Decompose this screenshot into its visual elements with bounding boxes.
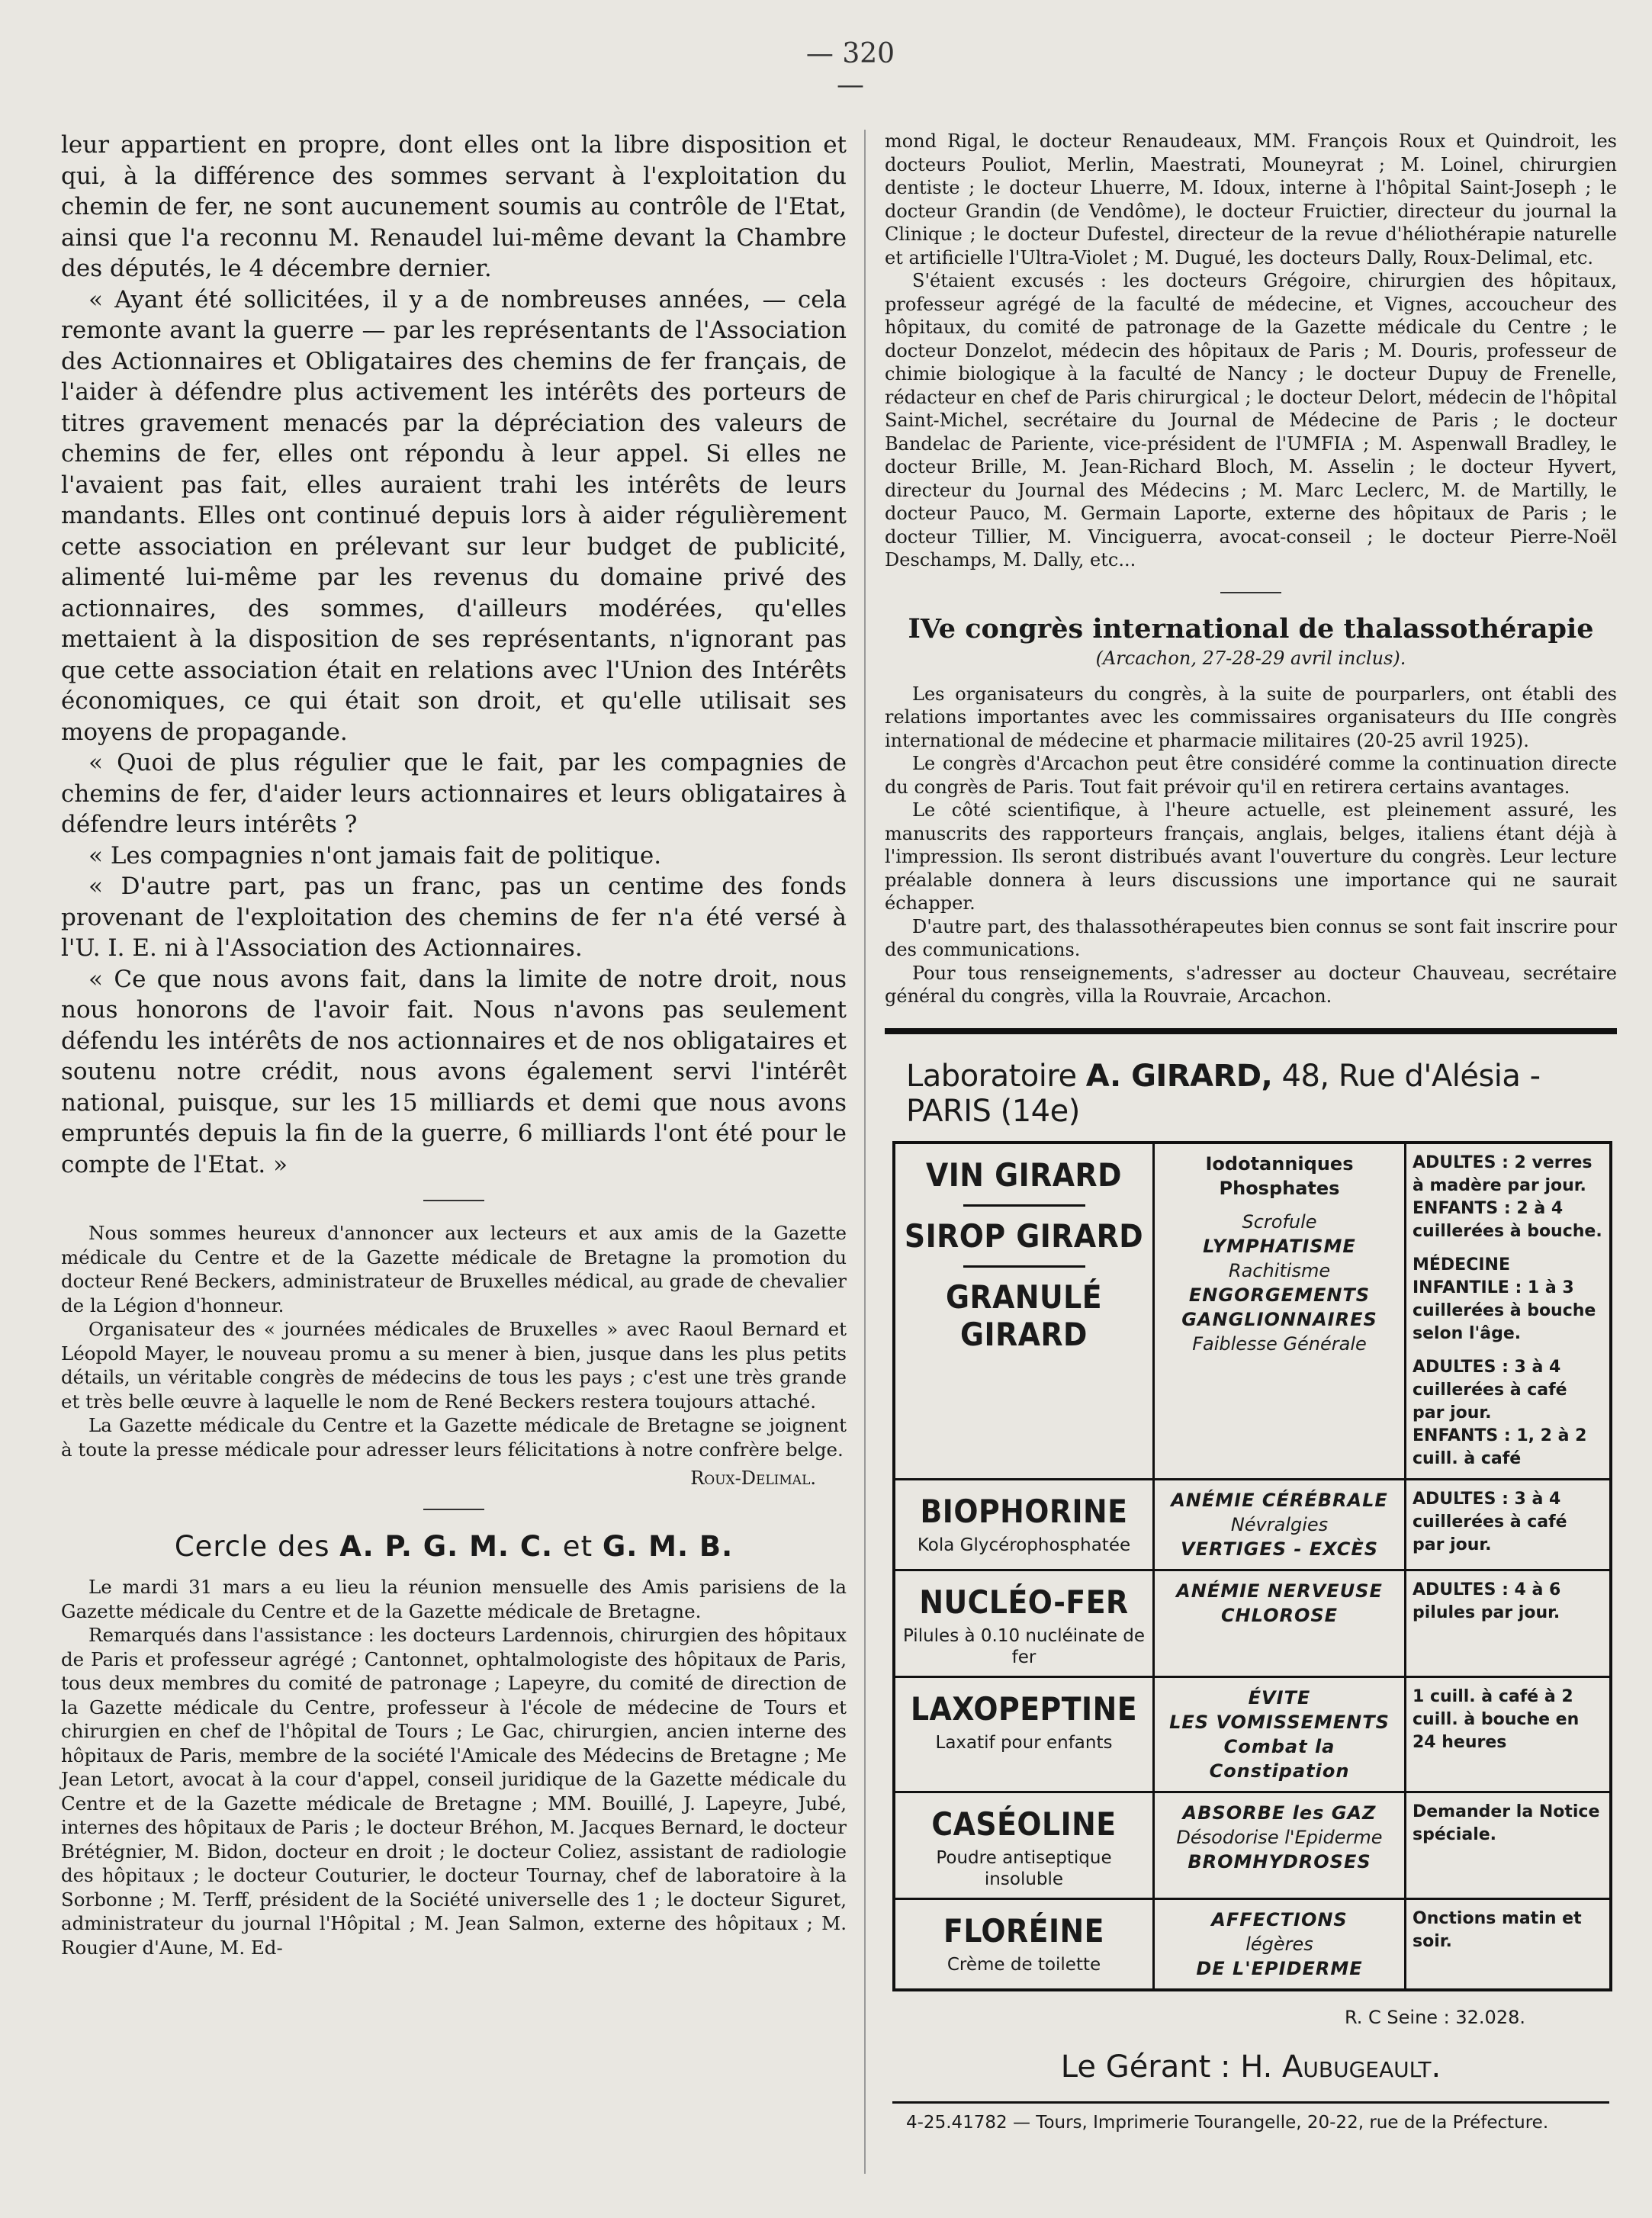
product-name: NUCLÉO-FER — [919, 1583, 1129, 1621]
dosage-line: ADULTES : 3 à 4 cuillerées à café par jour. — [1413, 1489, 1567, 1554]
gerant-line — [885, 2049, 1617, 2085]
indication-line: Faiblesse Générale — [1192, 1332, 1367, 1355]
article-paragraph: « D'autre part, pas un franc, pas un centime des fonds provenant de l'exploitation des chemins de fer n'a été versé à l'U. I. E. ni à l'Association des Actionnaires. — [61, 873, 847, 962]
dosage-cell — [1406, 1144, 1609, 1480]
cercle-heading-org1: A. P. G. M. C. — [339, 1530, 554, 1563]
cercle-continuation — [885, 130, 1617, 572]
product-name: BIOPHORINE — [920, 1492, 1128, 1530]
section-rule — [423, 1509, 484, 1510]
indication-line: légères — [1245, 1933, 1313, 1955]
indication-line: Scrofule — [1242, 1210, 1317, 1233]
article-paragraph: leur appartient en propre, dont elles ont la libre disposition et qui, à la différence des sommes servant à l'exploitation du chemin de fer, ne sont aucunement soumis au contrôle de l'Etat, ainsi que l'a reconnu M. Renaudel lui-même devant la Chambre des députés, le 4 décembre dernier. — [61, 131, 847, 282]
indication-line: Névralgies — [1230, 1513, 1329, 1535]
notice-paragraph: La Gazette médicale du Centre et la Gazette médicale de Bretagne se joignent à toute la presse médicale pour adresser leurs félicitations à notre confrère belge. — [61, 1414, 847, 1461]
dosage-line: Demander la Notice spéciale. — [1413, 1802, 1600, 1844]
indication-line: Phosphates — [1219, 1177, 1340, 1199]
indication-line: ANÉMIE NERVEUSE — [1176, 1580, 1383, 1602]
dosage-line: ENFANTS : 2 à 4 cuillerées à bouche. — [1413, 1198, 1602, 1241]
dosage-line: MÉDECINE INFANTILE : 1 à 3 cuillerées à bouche selon l'âge. — [1413, 1255, 1596, 1343]
thalasso-paragraph: D'autre part, des thalassothérapeutes bien connus se sont fait inscrire pour des communications. — [885, 915, 1617, 960]
article-paragraph: « Quoi de plus régulier que le fait, par les compagnies de chemins de fer, d'aider leurs actionnaires et leurs obligataires à défendre leurs intérêts ? — [61, 749, 847, 838]
product-description: Poudre antiseptique insoluble — [936, 1847, 1112, 1889]
indication-line: BROMHYDROSES — [1188, 1850, 1371, 1872]
column-divider — [864, 130, 866, 2174]
dosage-line: 1 cuill. à café à 2 cuill. à bouche en 24 heures — [1413, 1686, 1580, 1752]
ad-header — [885, 1034, 1617, 1141]
gerant-label: Le Gérant : H. — [1060, 2049, 1283, 2085]
cercle-paragraph: Remarqués dans l'assistance : les docteurs Lardennois, chirurgien des hôpitaux de Paris et professeur agrégé ; Cantonnet, ophtalmologiste des hôpitaux de Paris, tous deux membres du comité de patronage ; Lapeyre, du comité de direction de la Gazette médicale du Centre, professeur à l'école de médecine de Tours et chirurgien en chef de l'hôpital de Tours ; Le Gac, chirurgien, ancien interne des hôpitaux de Paris, membre de la société l'Amicale des Médecins de Bretagne ; Me Jean Letort, avocat à la cour d'appel, conseil juridique de la Gazette médicale du Centre et de la Gazette médicale de Bretagne ; MM. Bouillé, J. Lapeyre, Jubé, internes des hôpitaux de Paris ; le docteur Bréhon, M. Jacques Bernard, le docteur Brétégnier, M. Bidon, docteur en droit ; le docteur Coliez, assistant de radiologie des hôpitaux ; le docteur Couturier, le docteur Tournay, chef de laboratoire à la Sorbonne ; M. Terff, président de la Société universelle des 1 ; le docteur Siguret, administrateur du journal l'Hôpital ; M. Jean Salmon, externe des hôpitaux ; M. Rougier d'Aune, M. Ed- — [61, 1624, 847, 1959]
railway-article — [61, 130, 847, 1180]
cercle-heading — [61, 1530, 847, 1563]
dosage-cell — [1406, 1571, 1609, 1678]
indication-line: ANÉMIE CÉRÉBRALE — [1171, 1489, 1388, 1511]
article-paragraph: « Ce que nous avons fait, dans la limite de notre droit, nous nous honorons de l'avoir fait. Nous n'avons pas seulement défendu les intérêts de nos actionnaires et de nos obligataires et soutenu notre crédit, nous avons également servi l'intérêt national, puisque, sur les 15 milliards et demi que nous avons empruntés depuis la fin de la guerre, 6 milliards l'ont été pour le compte de l'Etat. » — [61, 965, 847, 1178]
product-cell — [895, 1144, 1155, 1480]
registry-number: R. C Seine : 32.028. — [1344, 2006, 1525, 2028]
indication-line: ABSORBE les GAZ — [1182, 1802, 1377, 1824]
indication-line: LYMPHATISME — [1203, 1235, 1356, 1257]
indication-line: ÉVITE — [1248, 1686, 1311, 1709]
product-name: CASÉOLINE — [931, 1805, 1117, 1843]
dosage-line: ADULTES : 2 verres à madère par jour. — [1413, 1152, 1593, 1195]
notice-paragraph: Organisateur des « journées médicales de Bruxelles » avec Raoul Bernard et Léopold Mayer, le nouveau promu a su mener à bien, jusque dans les plus petits détails, un véritable congrès de médecins de tous les pays ; c'est une très grande et très belle œuvre à laquelle le nom de René Beckers restera toujours attaché. — [61, 1318, 847, 1413]
indication-line: Iodotanniques — [1205, 1152, 1354, 1175]
ad-top-bar — [885, 1028, 1617, 1034]
continuation-paragraph: mond Rigal, le docteur Renaudeaux, MM. François Roux et Quindroit, les docteurs Pouliot, Merlin, Maestrati, Mouneyrat ; M. Loinel, chirurgien dentiste ; le docteur Lhuerre, M. Idoux, interne à l'hôpital Saint-Joseph ; le docteur Grandin (de Vendôme), le docteur Fruictier, directeur du journal la Clinique ; le docteur Dufestel, directeur de la revue d'héliothérapie naturelle et artificielle l'Ultra-Violet ; M. Dugué, les docteurs Dally, Roux-Delimal, etc. — [885, 130, 1617, 268]
dosage-cell — [1406, 1900, 1609, 1988]
thalasso-paragraph: Pour tous renseignements, s'adresser au docteur Chauveau, secrétaire général du congrès, villa la Rouvraie, Arcachon. — [885, 962, 1617, 1007]
product-name: VIN GIRARD — [926, 1156, 1122, 1194]
thalasso-heading: IVe congrès international de thalassothérapie — [908, 612, 1594, 645]
indication-line: VERTIGES - EXCÈS — [1180, 1538, 1379, 1560]
dosage-cell — [1406, 1678, 1609, 1793]
indication-line: Rachitisme — [1228, 1259, 1331, 1281]
product-cell — [895, 1678, 1155, 1793]
indication-line: AFFECTIONS — [1211, 1908, 1348, 1930]
product-cell — [895, 1571, 1155, 1678]
signature: Roux-Delimal. — [690, 1467, 816, 1489]
cercle-heading-mid: et — [553, 1530, 603, 1563]
product-name: GRANULÉ GIRARD — [945, 1278, 1103, 1353]
excuses-paragraph: S'étaient excusés : les docteurs Grégoire, chirurgien des hôpitaux, professeur agrégé de la faculté de médecine, et Vignes, accoucheur des hôpitaux, du comité de patronage de la Gazette médicale du Centre ; le docteur Donzelot, médecin des hôpitaux de Paris ; M. Douris, professeur de chimie biologique à la faculté de Nancy ; le docteur Dupuy de Frenelle, rédacteur en chef de Paris chirurgical ; le docteur Delort, médecin de l'hôpital Saint-Michel, secrétaire du Journal de Médecine de Paris ; le docteur Bandelac de Pariente, vice-président de l'UMFIA ; M. Aspenwall Bradley, le docteur Brille, M. Jean-Richard Bloch, M. Asselin ; le docteur Hyvert, directeur du Journal des Médecins ; M. Marc Leclerc, M. de Martilly, le docteur Pauco, M. Germain Laporte, externe des hôpitaux de Paris ; le docteur Tillier, M. Vinciguerra, avocat-conseil ; le docteur Pierre-Noël Deschamps, M. Dally, etc... — [885, 270, 1617, 571]
indication-line: LES VOMISSEMENTS — [1169, 1711, 1390, 1733]
thalasso-subtitle: (Arcachon, 27-28-29 avril inclus). — [1095, 647, 1406, 669]
product-cell — [895, 1480, 1155, 1571]
thalasso-paragraph: Les organisateurs du congrès, à la suite de pourparlers, ont établi des relations importantes avec les commissaires organisateurs du IIIe congrès international de médecine et pharmacie militaires (20-25 avril 1925). — [885, 683, 1617, 751]
dosage-cell — [1406, 1793, 1609, 1900]
dosage-line: ADULTES : 3 à 4 cuillerées à café par jour. — [1413, 1357, 1567, 1422]
page-number: — 320 — — [805, 38, 895, 101]
article-paragraph: « Les compagnies n'ont jamais fait de politique. — [88, 841, 662, 870]
product-cell — [895, 1793, 1155, 1900]
thalasso-paragraph: Le côté scientifique, à l'heure actuelle, est pleinement assuré, les manuscrits des rapporteurs français, anglais, belges, italiens étant déjà à l'impression. Ils seront distribués avant l'ouverture du congrès. Leur lecture préalable donnera à leurs discussions une importance qui ne saurait échapper. — [885, 799, 1617, 914]
cercle-heading-org2: G. M. B. — [602, 1530, 734, 1563]
ad-header-address: 48, Rue d'Alésia - PARIS (14e) — [906, 1058, 1541, 1129]
product-description: Pilules à 0.10 nucléinate de fer — [902, 1625, 1146, 1667]
dosage-line: Onctions matin et soir. — [1413, 1908, 1582, 1951]
indication-cell — [1155, 1571, 1406, 1678]
indication-line: CHLOROSE — [1220, 1604, 1339, 1626]
dosage-line: ENFANTS : 1, 2 à 2 cuill. à café — [1413, 1426, 1587, 1468]
thalasso-article — [885, 683, 1617, 1008]
indication-line: Combat la Constipation — [1209, 1735, 1350, 1782]
indication-cell — [1155, 1480, 1406, 1571]
product-description: Crème de toilette — [947, 1954, 1101, 1975]
dosage-cell — [1406, 1480, 1609, 1571]
article-paragraph: « Ayant été sollicitées, il y a de nombreuses années, — cela remonte avant la guerre — par les représentants de l'Association des Actionnaires et Obligataires des chemins de fer français, de l'aider à défendre plus activement les intérêts des porteurs de titres gravement menacés par la dépréciation des valeurs de chemins de fer, elles ont répondu à leur appel. Si elles ne l'avaient pas fait, elles auraient trahi les intérêts de leurs mandants. Elles ont continué depuis lors à aider régulièrement cette association en prélevant sur leur budget de publicité, alimenté lui-même par les revenus du domaine privé des actionnaires, des sommes, d'ailleurs modérées, qu'elles mettaient à la disposition de ses représentants, n'ignorant pas que cette association était en relations avec l'Union des Intérêts économiques, ce qui était son droit, et qu'elle utilisait ses moyens de propagande. — [61, 285, 847, 746]
dosage-line: ADULTES : 4 à 6 pilules par jour. — [1413, 1580, 1561, 1622]
ad-header-pre: Laboratoire — [906, 1058, 1086, 1094]
product-description: Kola Glycérophosphatée — [917, 1535, 1131, 1555]
product-name: LAXOPEPTINE — [910, 1689, 1138, 1728]
product-name: FLORÉINE — [943, 1911, 1104, 1950]
indication-line: ENGORGEMENTS — [1188, 1284, 1371, 1306]
left-column — [61, 130, 847, 1959]
product-name: SIROP GIRARD — [904, 1217, 1144, 1255]
section-rule — [423, 1200, 484, 1201]
indication-cell — [1155, 1793, 1406, 1900]
advertisement-table — [892, 1141, 1612, 1991]
thalasso-paragraph: Le congrès d'Arcachon peut être considéré comme la continuation directe du congrès de Paris. Tout fait prévoir qu'il en retirera certains avantages. — [885, 753, 1617, 798]
right-column — [885, 130, 1617, 2133]
indication-cell — [1155, 1144, 1406, 1480]
indication-line: DE L'EPIDERME — [1196, 1957, 1363, 1979]
product-description: Laxatif pour enfants — [935, 1732, 1113, 1753]
product-cell — [895, 1900, 1155, 1988]
cercle-paragraph: Le mardi 31 mars a eu lieu la réunion mensuelle des Amis parisiens de la Gazette médicale du Centre et de la Gazette médicale de Bretagne. — [61, 1576, 847, 1622]
indication-line: GANGLIONNAIRES — [1181, 1308, 1377, 1330]
cercle-heading-pre: Cercle des — [174, 1530, 340, 1563]
cercle-article — [61, 1575, 847, 1959]
gerant-name: Aubugeault. — [1282, 2049, 1441, 2085]
indication-cell — [1155, 1900, 1406, 1988]
product-separator — [963, 1265, 1085, 1268]
printer-imprint: 4-25.41782 — Tours, Imprimerie Tourangelle, 20-22, rue de la Préfecture. — [906, 2112, 1549, 2133]
beckers-notice — [61, 1221, 847, 1489]
ad-header-name: A. GIRARD, — [1085, 1058, 1273, 1094]
product-separator — [963, 1204, 1085, 1207]
section-rule — [1220, 592, 1281, 593]
notice-paragraph: Nous sommes heureux d'annoncer aux lecteurs et aux amis de la Gazette médicale du Centre et de la Gazette médicale de Bretagne la promotion du docteur René Beckers, administrateur de Bruxelles médical, au grade de chevalier de la Légion d'honneur. — [61, 1222, 847, 1316]
indication-cell — [1155, 1678, 1406, 1793]
indication-line: Désodorise l'Epiderme — [1176, 1826, 1383, 1848]
